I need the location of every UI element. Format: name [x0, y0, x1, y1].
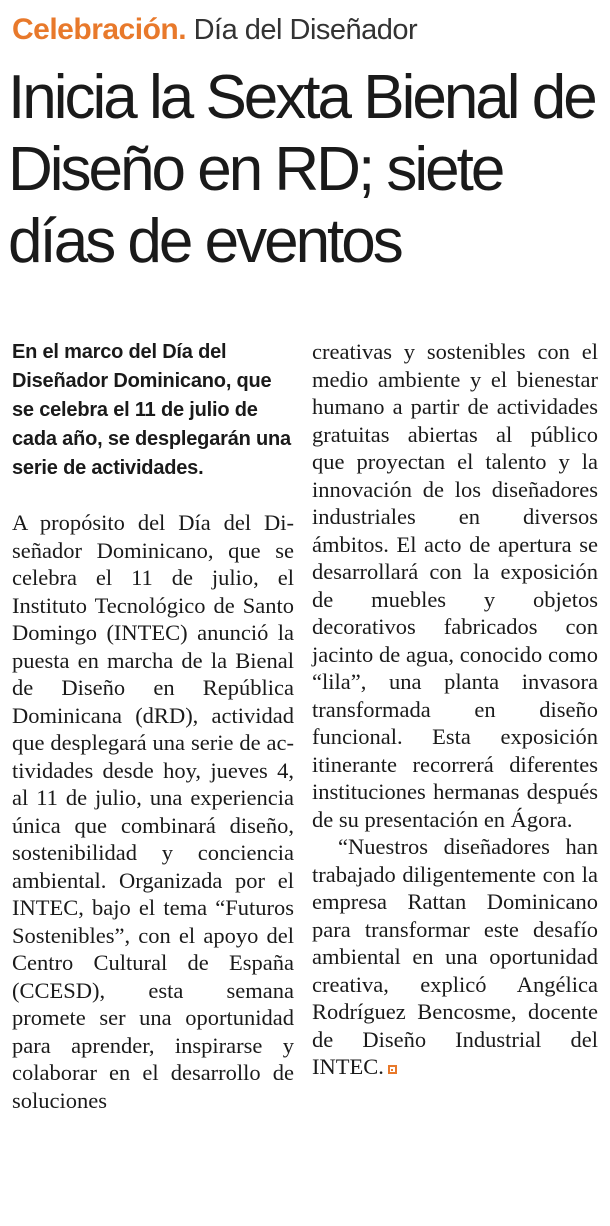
lead-paragraph: En el marco del Día del Diseñador Dominicano, que se celebra el 11 de julio de cada año, se desplegarán una serie de actividades. — [12, 341, 291, 479]
column-right — [312, 338, 598, 1081]
body-paragraph-1-part-2: creativas y sostenibles con el medio ambiente y el bienestar humano a partir de actividades gratuitas abiertas al público que proyectan el talento y la innovación de los diseñadores industriales en diversos ámbitos. El acto de apertura se desarrollará con la exposición de muebles y objetos decorativos fabricados con jacinto de agua, conocido como “lila”, una planta invasora transformada en diseño funcional. Esta exposición itinerante recorrerá diferentes instituciones hermanas después de su presentación en Ágora. — [312, 339, 598, 832]
kicker — [12, 8, 417, 52]
article-end-square-icon — [388, 1065, 397, 1074]
column-left — [12, 338, 294, 1114]
body-paragraph-2: “Nuestros diseñadores han trabajado diligentemente con la empresa Rattan Dominicano para transformar este desafío ambiental en una oportunidad creativa, explicó Angélica Rodríguez Bencosme, docente de Diseño Industrial del INTEC. — [312, 834, 598, 1079]
headline: Inicia la Sexta Bienal de Diseño en RD; siete días de eventos — [8, 63, 595, 276]
body-paragraph-1-part-1: A propósito del Día del Diseñador Dominicano, que se celebra el 11 de julio, el Instituto Tecnológico de Santo Domingo (INTEC) anunció la puesta en marcha de la Bienal de Diseño en República Dominicana (dRD), actividad que desplegará una serie de actividades desde hoy, jueves 4, al 11 de julio, una experiencia única que combinará diseño, sostenibilidad y conciencia ambiental. Organizada por el INTEC, bajo el tema “Futuros Sostenibles”, con el apoyo del Centro Cultural de España (CCESD), esta semana promete ser una oportunidad para aprender, inspirarse y colaborar en el desarrollo de soluciones — [12, 510, 294, 1113]
section-label: Celebración. — [12, 13, 187, 46]
topic-label: Día del Diseñador — [193, 14, 418, 46]
